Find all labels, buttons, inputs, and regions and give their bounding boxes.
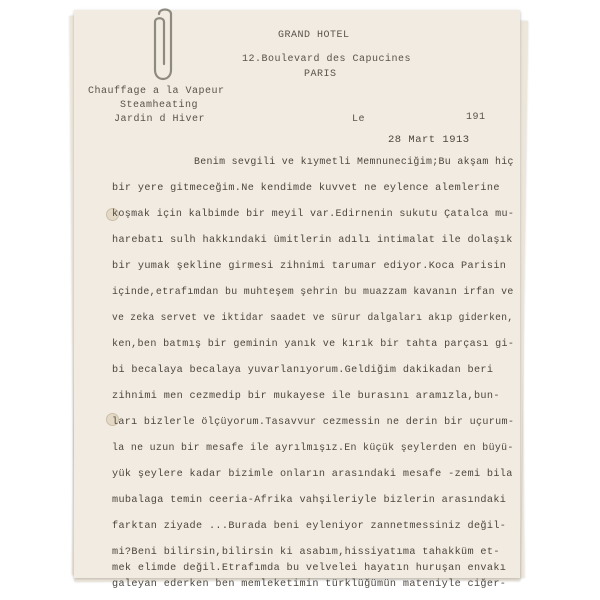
letter-page [74,10,520,590]
date-year-prefix: 191 [466,112,486,123]
hotel-address: 12.Boulevard des Capucines [242,54,412,65]
body-line: ken,ben batmış bir geminin yanık ve kırık bir tahta parçası gi- [112,339,515,350]
body-line: bir yere gitmeceğim.Ne kendimde kuvvet ne eylence alemlerine [112,183,500,194]
body-line: la ne uzun bir mesafe ile ayrılmışız.En küçük şeylerden en büyü- [112,443,514,454]
body-line: farktan ziyade ...Burada beni eyleniyor zannetmessiniz değil- [112,521,507,532]
body-line: mi?Beni bilirsin,bilirsin ki asabım,hissiyatıma tahakküm et- [112,547,500,558]
paperclip-icon [150,8,178,88]
hotel-city: PARIS [304,69,337,80]
body-line: yük şeylere kadar bizimle onların arasındaki mesafe -zemi bila [112,469,513,480]
body-line: ları bizlerle ölçüyorum.Tasavvur cezmessin ne derin bir uçurum- [112,417,515,428]
amenity-line: Jardin d Hiver [114,114,206,125]
body-line: koşmak için kalbimde bir meyil var.Edirnenin sukutu Çatalca mu- [112,209,515,220]
body-line: Benim sevgili ve kıymetli Memnuneciğim;Bu akşam hiç [194,157,514,168]
letter-date: 28 Mart 1913 [388,134,470,146]
body-line: ve zeka servet ve iktidar saadet ve sürur dalgaları akıp giderken, [112,313,514,324]
body-line: galeyan ederken ben memleketimin türklüğümün mateniyle ciğer- [112,579,507,590]
body-line: bi becalaya becalaya yuvarlanıyorum.Geldiğim dakikadan beri [112,365,494,376]
body-line: mek elimde değil.Etrafımda bu velvelei hayatın huruşan envakı [112,563,507,574]
date-le: Le [352,114,366,125]
body-line: içinde,etrafımdan bu muhteşem şehrin bu muazzam kavanın irfan ve [112,287,514,298]
body-line: bir yumak şekline girmesi zihnimi tarumar ediyor.Koca Parisin [112,261,507,272]
amenity-line: Chauffage a la Vapeur [88,86,225,97]
body-line: harebatı sulh hakkındaki ümitlerin adılı intimalat ile dolaşık [112,235,513,246]
hotel-name: GRAND HOTEL [278,30,350,41]
body-line: zihnimi men cezmedip bir mukayese ile burasını aramızla,bun- [112,391,500,402]
body-line: mubalaga temin ceeria-Afrika vahşileriyle bizlerin arasındaki [112,495,507,506]
amenity-line: Steamheating [120,100,199,111]
